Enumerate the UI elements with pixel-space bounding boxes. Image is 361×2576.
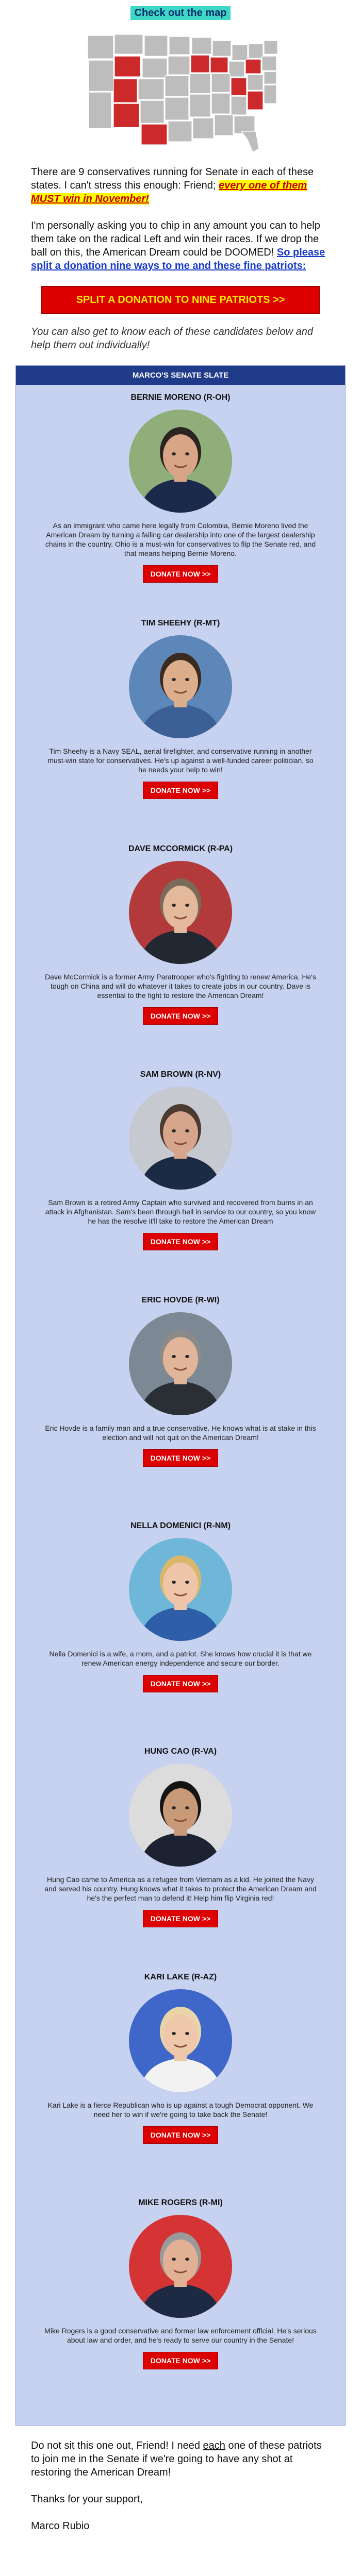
note-section [0,325,361,352]
candidate-description: Tim Sheehy is a Navy SEAL, aerial firefighter, and conservative running in another must-win state for conservatives. He's up against a well-funded career politician, so he needs your help to win! [47,747,314,774]
senate-race-state [248,91,263,110]
candidate-name: DAVE MCCORMICK (R-PA) [128,844,233,853]
candidate-name: ERIC HOVDE (R-WI) [141,1296,220,1304]
thanks-line: Thanks for your support, [31,2494,143,2505]
candidate-photo [129,2215,232,2318]
candidate-card [16,1513,345,1739]
candidate-description: Sam Brown is a retired Army Captain who survived and recovered from burns in an attack in Afghanistan. Sam's been through hell in service to our country, so you know he has the resolve it'll take to restore the American Dream [45,1198,316,1225]
candidate-name: BERNIE MORENO (R-OH) [130,393,231,402]
candidate-card [16,385,345,611]
candidate-name: MIKE ROGERS (R-MI) [138,2198,223,2207]
split-donation-link[interactable]: So please split a donation nine ways to me and these fine patriots: [31,247,325,272]
signature: Marco Rubio [31,2520,90,2532]
candidate-card [16,1739,345,1964]
candidate-card [16,1062,345,1287]
other-state [140,100,164,123]
other-state [142,58,167,78]
donate-now-button[interactable]: DONATE NOW >> [143,1910,218,1927]
individual-note: You can also get to know each of these candidates below and help them out individually! [31,326,314,351]
senate-race-state [113,104,139,127]
senate-slate [15,365,346,2426]
other-state [168,56,190,75]
donate-now-button[interactable]: DONATE NOW >> [143,1449,218,1467]
other-state [229,61,244,77]
closing-section [0,2439,361,2533]
other-state [234,116,255,133]
candidate-photo [129,1764,232,1867]
closing-text-each: each [203,2440,225,2451]
other-state [165,97,189,120]
senate-race-state [113,79,137,103]
map-title[interactable]: Check out the map [130,6,231,20]
candidate-description: Hung Cao came to America as a refugee from Vietnam as a kid. He joined the Navy and served his country. Hung knows what it takes to protect the American Dream and he's the perfect man to defend it! Help him flip Virginia red! [44,1875,317,1902]
senate-race-state [245,59,261,74]
split-donation-button[interactable]: SPLIT A DONATION TO NINE PATRIOTS >> [41,286,320,314]
senate-race-state [210,57,228,73]
closing-paragraph [31,2439,330,2479]
other-state [215,115,233,135]
other-state [144,36,168,56]
closing-text-pre: Do not sit this one out, Friend! I need [31,2440,200,2451]
other-state [190,74,210,93]
donate-now-button[interactable]: DONATE NOW >> [143,1675,218,1692]
candidate-name: NELLA DOMENICI (R-NM) [130,1521,231,1530]
candidate-card [16,2190,345,2416]
candidate-photo [129,861,232,964]
candidate-photo [129,410,232,513]
other-state [248,75,263,90]
senate-race-state [141,124,167,145]
senate-race-state [191,55,209,73]
candidate-card [16,611,345,836]
other-state [231,96,247,115]
other-state [169,37,190,55]
intro-section [0,165,361,273]
other-state [249,44,263,58]
candidate-description: Nella Domenici is a wife, a mom, and a patriot. She knows how crucial it is that we renew American energy independence and secure our border. [49,1650,312,1667]
other-state [190,94,210,117]
map-section [0,0,361,154]
closing-text-post: one of these patriots to join me in the Senate if we're going to have any shot at restoring the American Dream! [31,2440,322,2478]
other-state [264,41,277,54]
other-state [114,35,143,54]
other-state [192,38,211,54]
other-state [232,45,248,60]
candidate-photo [129,1312,232,1415]
other-state [193,118,214,139]
other-state [212,41,231,56]
donate-now-button[interactable]: DONATE NOW >> [143,782,218,799]
candidate-photo [129,1538,232,1641]
other-state [165,76,189,96]
senate-race-state [114,56,140,77]
candidate-photo [129,635,232,738]
donate-now-button[interactable]: DONATE NOW >> [143,2126,218,2144]
candidate-card [16,1287,345,1513]
candidate-name: KARI LAKE (R-AZ) [144,1973,217,1981]
other-state [138,79,164,99]
other-state [88,36,113,59]
other-state [89,92,111,128]
us-map-graphic [77,25,284,154]
other-state [89,60,113,91]
donate-now-button[interactable]: DONATE NOW >> [143,1233,218,1250]
candidate-card [16,1964,345,2190]
donate-now-button[interactable]: DONATE NOW >> [143,2352,218,2369]
other-state [168,121,192,142]
candidate-description: As an immigrant who came here legally from Colombia, Bernie Moreno lived the American Dream by turning a failing car dealership into one of the largest dealership chains in the country. Ohio is a must-win for conservatives to flip the Senate red, and that means helping Bernie Moreno. [45,521,316,557]
candidate-description: Dave McCormick is a former Army Paratrooper who's fighting to renew America. He's tough on China and will do whatever it takes to create jobs in our country. Dave is essential to the fight to restore the American Dream! [45,973,316,999]
candidate-name: HUNG CAO (R-VA) [144,1747,217,1756]
candidate-photo [129,1989,232,2092]
intro-text: There are 9 conservatives running for Senate in each of these states. I can't stress this enough: Friend; [31,166,314,191]
senate-race-state [231,78,247,95]
candidate-name: TIM SHEEHY (R-MT) [141,619,220,628]
candidate-description: Kari Lake is a fierce Republican who is up against a tough Democrat opponent. We need her to win if we're going to take back the Senate! [47,2101,314,2119]
candidate-name: SAM BROWN (R-NV) [140,1070,221,1079]
candidate-card [16,836,345,1062]
candidate-description: Mike Rogers is a good conservative and former law enforcement official. He's serious about law and order, and he's ready to serve our country in the Senate! [44,2327,317,2344]
candidate-photo [129,1087,232,1190]
candidate-description: Eric Hovde is a family man and a true conservative. He knows what is at stake in this election and will not quit on the American Dream! [45,1424,316,1442]
other-state [211,93,230,114]
ask-text: I'm personally asking you to chip in any amount you can to help them take on the radical Left and win their races. If we drop the ball on this, the American Dream could be DOOMED! [31,220,320,258]
other-state [264,72,276,84]
donate-now-button[interactable]: DONATE NOW >> [143,565,218,583]
slate-heading: MARCO'S SENATE SLATE [16,366,345,385]
donate-now-button[interactable]: DONATE NOW >> [143,1007,218,1025]
other-state [211,74,230,92]
other-state [264,85,276,104]
must-win-highlight: every one of them MUST win in November! [31,180,307,205]
ask-paragraph [31,219,330,273]
intro-paragraph [31,165,330,206]
us-map[interactable] [77,25,284,154]
candidate-list [16,385,345,2416]
other-state [262,56,276,71]
